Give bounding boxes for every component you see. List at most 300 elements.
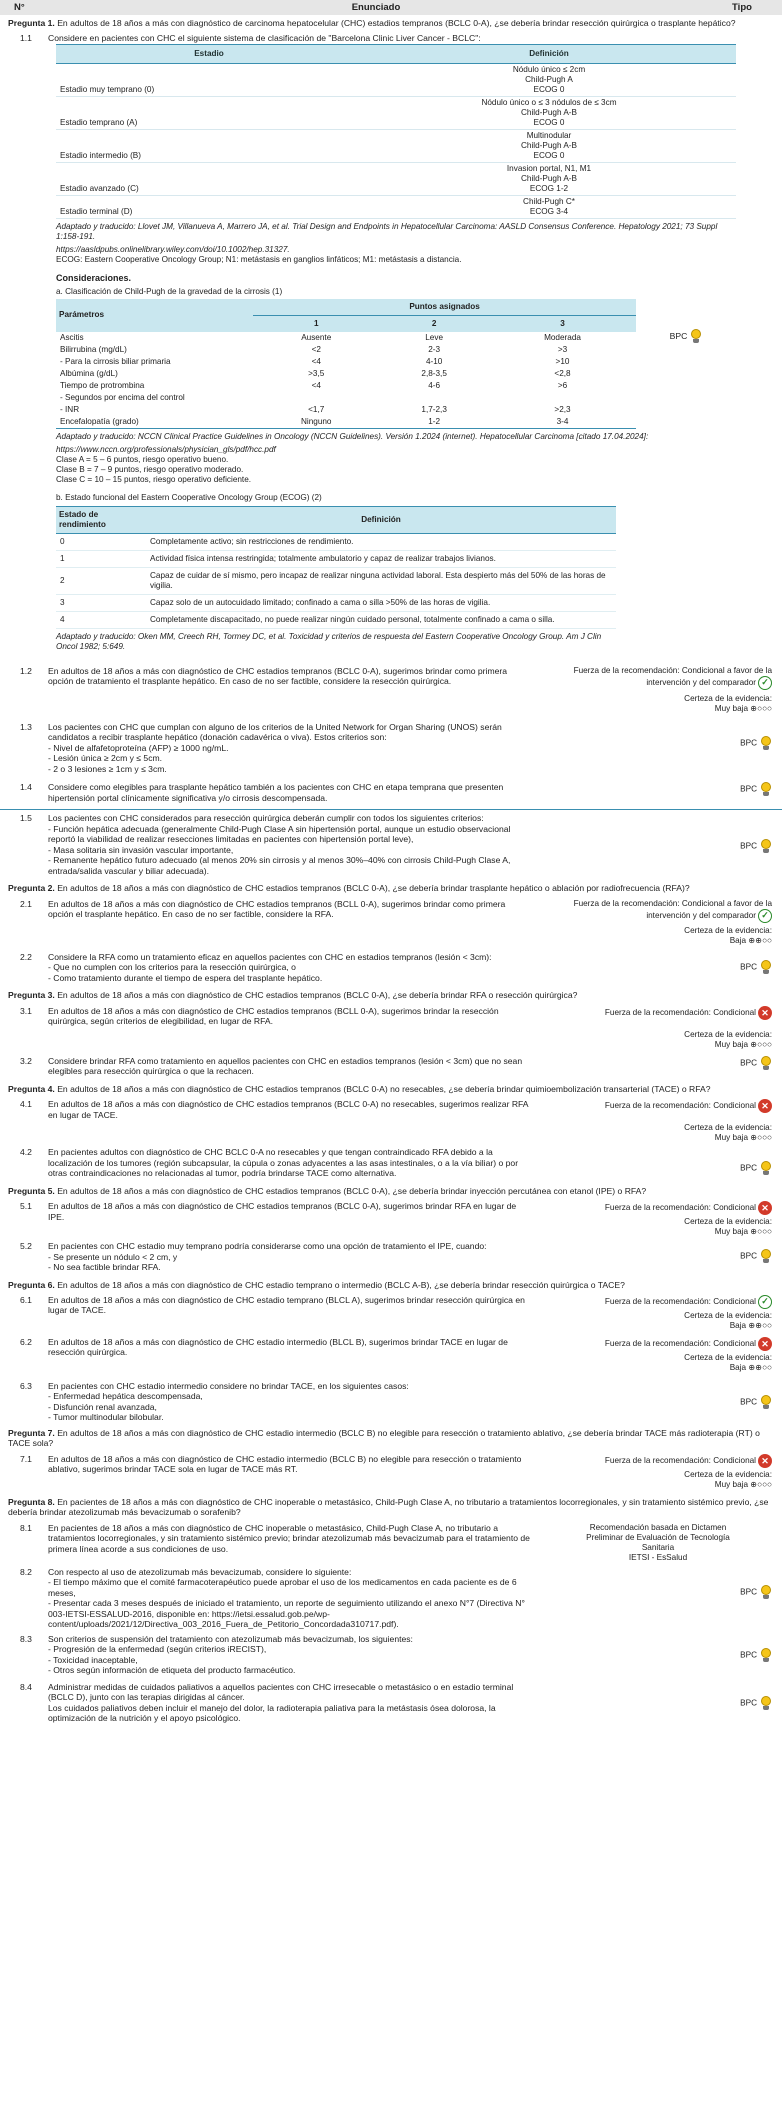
- bclc-def-line: Child-Pugh A-B: [521, 140, 577, 150]
- certainty-value: Muy baja ⊕○○○: [714, 1039, 772, 1049]
- cross-circle-icon: ✕: [758, 1006, 772, 1020]
- ecog-definition: Completamente discapacitado, no puede realizar ningún cuidado personal, totalmente confinado a cama o silla.: [146, 611, 616, 628]
- rec-item: - Otros según información de etiqueta del producto farmacéutico.: [48, 1665, 296, 1676]
- cp-param: Encefalopatía (grado): [60, 416, 139, 426]
- cross-circle-icon: ✕: [758, 1337, 772, 1351]
- bpc-label: BPC: [740, 738, 757, 748]
- question-label: Pregunta 4.: [8, 1083, 55, 1094]
- rec-number: 6.2: [20, 1336, 32, 1347]
- recommendation-1-1: [0, 33, 782, 43]
- cp-score: Moderada: [544, 332, 581, 342]
- cp-header-points: Puntos asignados: [253, 299, 636, 316]
- rec-type-line: IETSI - EsSalud: [628, 1552, 688, 1562]
- ecog-row: [56, 594, 616, 611]
- question-text: En adultos de 18 años a más con diagnóstico de CHC estadio intermedio (BCLC B) no elegible para resección o tratamiento ablativo, ¿se debería brindar TACE más radioterapia (RT) o TACE sola?: [8, 1427, 760, 1449]
- rec-type: [538, 813, 782, 876]
- rec-number: 1.3: [20, 721, 32, 732]
- rec-text: Considere brindar RFA como tratamiento en aquellos pacientes con CHC en estadios tempranos (lesión < 3cm) que no sean elegibles para resección quirúrgica o que la rechacen.: [48, 1055, 523, 1077]
- rec-number: 1.1: [20, 33, 32, 44]
- bclc-row: [56, 162, 736, 195]
- recommendation-8-3: [0, 1634, 782, 1676]
- bclc-def-line: Child-Pugh A-B: [521, 107, 577, 117]
- bclc-stage: Estadio temprano (A): [56, 96, 362, 129]
- rec-item: - Lesión única ≥ 2cm y ≤ 5cm.: [48, 753, 163, 764]
- cp-row: [56, 392, 636, 404]
- rec-type-line: Sanitaria: [641, 1542, 675, 1552]
- cp-header-2: 2: [379, 315, 489, 332]
- question-8: [0, 1494, 782, 1520]
- certainty-label: Certeza de la evidencia:: [684, 925, 772, 935]
- rec-item: - Presentar cada 3 meses después de iniciado el tratamiento, un reporte de seguimiento utilizando el anexo N°7 (Directiva N° 003-IETSI-ESSALUD-2016, disponible en: https://ietsi.essalud.gob.pe/wp-content/uploads/2021/12/Directiva_003_2016_Fuera_de_Petitorio_Concordada310717.pdf).: [48, 1598, 525, 1630]
- ecog-grade: 1: [56, 550, 146, 567]
- ecog-row: [56, 567, 616, 594]
- bclc-def-line: Invasion portal, N1, M1: [506, 163, 592, 173]
- question-5: [0, 1183, 782, 1198]
- rec-number: 7.1: [20, 1453, 32, 1464]
- rec-type: [538, 1241, 782, 1272]
- recommendation-1-4: [0, 782, 782, 803]
- rec-item: - Enfermedad hepática descompensada,: [48, 1391, 203, 1402]
- question-3: [0, 987, 782, 1002]
- ecog-header-def: Definición: [146, 506, 616, 533]
- cp-score: 4-10: [425, 356, 443, 366]
- rec-number: 3.2: [20, 1055, 32, 1066]
- rec-text: [48, 1682, 538, 1724]
- lightbulb-icon: [760, 1395, 772, 1410]
- check-circle-icon: ✓: [758, 676, 772, 690]
- bclc-definition: [362, 129, 736, 162]
- cp-score: <4: [311, 356, 321, 366]
- rec-strength: Fuerza de la recomendación: Condicional: [604, 1339, 756, 1349]
- certainty-label: Certeza de la evidencia:: [684, 1123, 772, 1133]
- rec-type: [538, 1634, 782, 1676]
- lightbulb-icon: [760, 736, 772, 751]
- cp-header-param: Parámetros: [56, 299, 253, 332]
- cp-source: Adaptado y traducido: NCCN Clinical Practice Guidelines in Oncology (NCCN Guidelines). Versión 1.2024 (internet). Hepatocellular Carcinoma [citado 17.04.2024]:: [56, 431, 649, 441]
- ecog-grade: 0: [56, 533, 146, 550]
- cp-param: Tiempo de protrombina: [60, 380, 145, 390]
- rec-item: - Disfunción renal avanzada,: [48, 1401, 157, 1412]
- question-text: En pacientes de 18 años a más con diagnóstico de CHC inoperable o metastásico, Child-Pugh Clase A, no tributario a tratamientos locorregionales, y sin tratamiento sistémico previo, ¿se debería brindar atezolizumab más bevacizumab o sorafenib?: [8, 1496, 769, 1518]
- cp-score: Ausente: [301, 332, 332, 342]
- bclc-table: [56, 44, 736, 219]
- rec-item: - El tiempo máximo que el comité farmacoterapéutico puede aprobar el uso de los medicamentos en cada paciente es de 6 meses,: [48, 1577, 517, 1598]
- certainty-label: Certeza de la evidencia:: [684, 693, 772, 703]
- rec-type: [538, 722, 782, 774]
- rec-type-line: Recomendación basada en Dictamen: [589, 1522, 727, 1532]
- rec-text: En adultos de 18 años a más con diagnóstico de CHC estadios tempranos (BCLL 0-A), sugerimos brindar como primera opción el trasplante hepático. En caso de no ser factible, considere la RFA.: [48, 898, 506, 920]
- rec-type: [538, 1147, 782, 1178]
- certainty-label: Certeza de la evidencia:: [684, 1469, 772, 1479]
- bpc-label: BPC: [740, 1698, 757, 1708]
- cp-score: <4: [311, 380, 321, 390]
- recommendation-1-2: [0, 666, 782, 714]
- bclc-stage: Estadio intermedio (B): [56, 129, 362, 162]
- recommendation-7-1: [0, 1454, 782, 1490]
- cp-score: Ninguno: [300, 416, 332, 426]
- table-header: [0, 0, 782, 15]
- bpc-label: BPC: [740, 1251, 757, 1261]
- cp-score: [379, 392, 489, 404]
- certainty-value: Baja ⊕⊕○○: [729, 1320, 772, 1330]
- rec-evidence: [538, 1337, 782, 1373]
- ecog-row: [56, 611, 616, 628]
- bclc-def-line: ECOG 0: [533, 150, 565, 160]
- recommendation-6-2: [0, 1337, 782, 1373]
- rec-evidence: [538, 899, 782, 946]
- lightbulb-icon: [760, 839, 772, 854]
- question-label: Pregunta 6.: [8, 1279, 55, 1290]
- recommendation-4-1: [0, 1099, 782, 1143]
- rec-text: En adultos de 18 años a más con diagnóstico de CHC estadio intermedio (BCLC B) no elegible para resección o tratamiento ablativo, sugerimos brindar TACE sola en lugar de TACE más RT.: [48, 1453, 522, 1475]
- question-2: [0, 880, 782, 895]
- rec-text: [48, 952, 538, 983]
- question-1: [0, 15, 782, 30]
- ecog-grade: 3: [56, 594, 146, 611]
- rec-number: 6.3: [20, 1380, 32, 1391]
- considerations-a: a. Clasificación de Child-Pugh de la gravedad de la cirrosis (1): [56, 286, 283, 296]
- cp-score: <1,7: [308, 404, 325, 414]
- question-label: Pregunta 3.: [8, 990, 55, 1001]
- ecog-header-state: Estado de rendimiento: [56, 506, 146, 533]
- rec-item: - Progresión de la enfermedad (según criterios iRECIST),: [48, 1644, 267, 1655]
- rec-text: En adultos de 18 años a más con diagnóstico de CHC estadios tempranos (BCLC 0-A) no resecables, sugerimos realizar RFA en lugar de TACE.: [48, 1099, 529, 1120]
- lightbulb-icon: [760, 782, 772, 797]
- rec-type: [538, 1056, 782, 1077]
- cp-param: - INR: [60, 404, 80, 414]
- certainty-label: Certeza de la evidencia:: [684, 1310, 772, 1320]
- certainty-value: Muy baja ⊕○○○: [714, 703, 772, 713]
- lightbulb-icon: [690, 329, 702, 344]
- bpc-label: BPC: [740, 1587, 757, 1597]
- rec-text: En adultos de 18 años a más con diagnóstico de CHC estadios tempranos (BCLC 0-A), sugerimos brindar RFA en lugar de IPE.: [48, 1201, 517, 1222]
- rec-text: [48, 813, 538, 876]
- child-pugh-row: [56, 299, 736, 428]
- bpc-label: BPC: [740, 842, 757, 851]
- bclc-row: [56, 195, 736, 218]
- bclc-stage: Estadio terminal (D): [56, 195, 362, 218]
- rec-number: 1.5: [20, 813, 32, 824]
- rec-number: 1.2: [20, 665, 32, 676]
- bclc-abbrev: ECOG: Eastern Cooperative Oncology Group; N1: metástasis en ganglios linfáticos; M1: metástasis a distancia.: [56, 254, 462, 264]
- rec-strength: Fuerza de la recomendación: Condicional a favor de la intervención y del comparador: [573, 898, 772, 920]
- col-num-header: N°: [14, 1, 25, 13]
- rec-evidence: [538, 1295, 782, 1331]
- rec-text: Considere en pacientes con CHC el siguiente sistema de clasificación de "Barcelona Clinic Liver Cancer - BCLC":: [48, 33, 481, 44]
- cp-class-c: Clase C = 10 – 15 puntos, riesgo operativo deficiente.: [56, 474, 252, 484]
- recommendation-3-2: [0, 1056, 782, 1077]
- cross-circle-icon: ✕: [758, 1454, 772, 1468]
- question-text: En adultos de 18 años a más con diagnóstico de carcinoma hepatocelular (CHC) estadios tempranos (BCLC 0-A), ¿se debería brindar resección quirúrgica o trasplante hepático?: [57, 18, 736, 28]
- cp-score: >6: [557, 380, 568, 390]
- rec-item: - Toxicidad inaceptable,: [48, 1654, 138, 1665]
- bclc-definition: [362, 195, 736, 218]
- question-text: En adultos de 18 años a más con diagnóstico de CHC estadios tempranos (BCLC 0-A), ¿se debería brindar trasplante hepático o ablación por radiofrecuencia (RFA)?: [57, 883, 690, 894]
- cp-row: [56, 380, 636, 392]
- recommendation-5-2: [0, 1241, 782, 1272]
- cp-row: [56, 404, 636, 416]
- bclc-stage: Estadio muy temprano (0): [56, 63, 362, 96]
- rec-strength: Fuerza de la recomendación: Condicional a favor de la intervención y del comparador: [573, 665, 772, 688]
- bclc-def-line: Nódulo único ≤ 2cm: [512, 64, 586, 74]
- rec-evidence: [538, 666, 782, 714]
- rec-intro: En pacientes con CHC estadio intermedio considere no brindar TACE, en los siguientes casos:: [48, 1380, 409, 1391]
- rec-text: [48, 1381, 538, 1423]
- cp-param: Albúmina (g/dL): [60, 368, 118, 378]
- question-4: [0, 1081, 782, 1096]
- certainty-value: Muy baja ⊕○○○: [714, 1479, 772, 1489]
- rec-type: [538, 1682, 782, 1724]
- check-circle-icon: ✓: [758, 909, 772, 923]
- rec-item: - Que no cumplen con los criterios para la resección quirúrgica, o: [48, 962, 296, 973]
- cp-row: [56, 356, 636, 368]
- certainty-value: Muy baja ⊕○○○: [714, 1133, 772, 1143]
- bpc-label: BPC: [740, 962, 757, 972]
- rec-strength: Fuerza de la recomendación: Condicional: [604, 1297, 756, 1307]
- lightbulb-icon: [760, 1161, 772, 1176]
- lightbulb-icon: [760, 1249, 772, 1264]
- rec-text: En pacientes adultos con diagnóstico de CHC BCLC 0-A no resecables y que tengan contraindicado RFA debido a la localización de los tumores (región subcapsular, la cúpula o zonas adyacentes a las asas intestinales, o a la vía biliar) o por otras contraindicaciones no relacionadas al tumor, podría brindarse TACE como alternativa.: [48, 1147, 519, 1179]
- recommendation-2-2: [0, 952, 782, 983]
- question-label: Pregunta 5.: [8, 1185, 55, 1196]
- cp-score: 1,7-2,3: [421, 404, 447, 414]
- bclc-def-line: Child-Pugh A-B: [521, 173, 577, 183]
- child-pugh-table: [56, 299, 636, 428]
- rec-text: [48, 722, 538, 774]
- lightbulb-icon: [760, 1648, 772, 1663]
- bclc-stage: Estadio avanzado (C): [56, 162, 362, 195]
- rec-number: 6.1: [20, 1294, 32, 1305]
- rec-number: 4.1: [20, 1099, 32, 1110]
- ecog-grade: 2: [56, 567, 146, 594]
- bclc-definition: [362, 63, 736, 96]
- rec-type: [538, 1567, 782, 1630]
- rec-strength: Fuerza de la recomendación: Condicional: [604, 1456, 756, 1466]
- bclc-row: [56, 96, 736, 129]
- cp-param: Ascitis: [60, 332, 84, 342]
- rec-number: 4.2: [20, 1147, 32, 1158]
- cp-row: [56, 332, 636, 344]
- cp-header-1: 1: [253, 315, 379, 332]
- cp-score: 1-2: [428, 416, 441, 426]
- cp-row: [56, 344, 636, 356]
- rec-evidence: [538, 1201, 782, 1237]
- rec-intro: Son criterios de suspensión del tratamiento con atezolizumab más bevacizumab, los siguientes:: [48, 1633, 413, 1644]
- bpc-label: BPC: [740, 785, 757, 795]
- bclc-def-line: Child-Pugh C*: [523, 196, 575, 206]
- rec-number: 8.3: [20, 1633, 32, 1644]
- rec-number: 8.4: [20, 1681, 32, 1692]
- bclc-definition: [362, 162, 736, 195]
- question-label: Pregunta 8.: [8, 1496, 55, 1507]
- recommendation-1-5: [0, 813, 782, 876]
- certainty-value: Baja ⊕⊕○○: [729, 935, 772, 945]
- rec-text: [48, 1634, 538, 1676]
- rec-paragraph: Administrar medidas de cuidados paliativos a aquellos pacientes con CHC irresecable o metastásico o en estadio terminal (BCLC D), junto con las terapias dirigidas al cáncer.: [48, 1681, 514, 1703]
- cp-score: >3,5: [308, 368, 325, 378]
- bclc-def-line: ECOG 0: [533, 84, 565, 94]
- rec-type-line: Preliminar de Evaluación de Tecnología: [586, 1532, 730, 1542]
- rec-item: - Función hepática adecuada (generalmente Child-Pugh Clase A sin hipertensión portal, aunque un estudio observacional reportó la viabilidad de realizar resecciones limitadas en pacientes con hipertensión portal leve),: [48, 823, 511, 845]
- rec-item: - 2 o 3 lesiones ≥ 1cm y ≤ 3cm.: [48, 763, 167, 774]
- col-tipo-header: Tipo: [732, 1, 752, 13]
- rec-number: 8.2: [20, 1566, 32, 1577]
- ecog-source: Adaptado y traducido: Oken MM, Creech RH, Tormey DC, et al. Toxicidad y criterios de respuesta del Eastern Cooperative Oncology Group. Am J Clin Oncol 1982; 5:649.: [56, 631, 602, 651]
- ecog-definition: Actividad física intensa restringida; totalmente ambulatorio y capaz de realizar trabajos livianos.: [146, 550, 616, 567]
- considerations-b: b. Estado funcional del Eastern Cooperative Oncology Group (ECOG) (2): [56, 492, 322, 502]
- rec-evidence: [538, 1454, 782, 1490]
- rec-item: - Masa solitaria sin invasión vascular importante,: [48, 844, 234, 855]
- rec-item: - Tumor multinodular bilobular.: [48, 1412, 164, 1423]
- bclc-def-line: ECOG 0: [533, 117, 565, 127]
- rec-text: En adultos de 18 años a más con diagnóstico de CHC estadios tempranos (BCLL 0-A), sugerimos brindar la resección quirúrgica, según criterios de elegibilidad, en lugar de RFA.: [48, 1005, 499, 1027]
- rec-intro: Los pacientes con CHC considerados para resección quirúrgica deberán cumplir con todos los siguientes criterios:: [48, 813, 484, 824]
- question-text: En adultos de 18 años a más con diagnóstico de CHC estadio temprano o intermedio (BCLC A-B), ¿se debería brindar resección quirúrgica o TACE?: [57, 1279, 625, 1290]
- rec-type: [538, 952, 782, 983]
- rec-text: Considere como elegibles para trasplante hepático también a los pacientes con CHC en etapa temprana que presenten hipertensión portal clínicamente significativa y/o cirrosis descompensada.: [48, 782, 504, 803]
- rec-strength: Fuerza de la recomendación: Condicional: [604, 1007, 756, 1017]
- rec-text: [48, 1567, 538, 1630]
- rec-number: 1.4: [20, 782, 32, 793]
- question-label: Pregunta 2.: [8, 883, 55, 894]
- lightbulb-icon: [760, 1696, 772, 1711]
- cp-param: - Segundos por encima del control: [60, 392, 185, 402]
- ecog-table: [56, 506, 616, 629]
- cp-class-a: Clase A = 5 – 6 puntos, riesgo operativo bueno.: [56, 454, 229, 464]
- lightbulb-icon: [760, 1056, 772, 1071]
- bclc-def-line: Child-Pugh A: [525, 74, 573, 84]
- bpc-label: BPC: [740, 1058, 757, 1068]
- bpc-tag: [636, 299, 736, 344]
- rec-type: [538, 1523, 782, 1563]
- rec-item: - Se presente un nódulo < 2 cm, y: [48, 1251, 178, 1262]
- rec-type: [538, 782, 782, 803]
- bpc-label: BPC: [740, 1650, 757, 1660]
- ecog-grade: 4: [56, 611, 146, 628]
- rec-evidence: [538, 1006, 782, 1050]
- cp-score: >3: [557, 344, 568, 354]
- ecog-definition: Capaz solo de un autocuidado limitado; confinado a cama o silla >50% de las horas de vigilia.: [146, 594, 616, 611]
- rec-item: - Como tratamiento durante el tiempo de espera del trasplante hepático.: [48, 972, 323, 983]
- cp-param: Bilirrubina (mg/dL): [60, 344, 127, 354]
- bclc-row: [56, 63, 736, 96]
- certainty-label: Certeza de la evidencia:: [684, 1352, 772, 1362]
- rec-intro: Los pacientes con CHC que cumplan con alguno de los criterios de la United Network for Organ Sharing (UNOS) serán candidatos a recibir trasplante hepático (donación cadavérica o viva). Estos criterios son:: [48, 721, 502, 743]
- considerations-title: Consideraciones.: [56, 272, 132, 283]
- cp-score: 3-4: [556, 416, 569, 426]
- rec-strength: Fuerza de la recomendación: Condicional: [604, 1101, 756, 1111]
- rec-item: - No sea factible brindar RFA.: [48, 1262, 161, 1273]
- cp-score: 2-3: [428, 344, 441, 354]
- ecog-definition: Completamente activo; sin restricciones de rendimiento.: [146, 533, 616, 550]
- cp-score: [253, 392, 379, 404]
- cp-header-3: 3: [489, 315, 636, 332]
- bclc-source-url: https://aasldpubs.onlinelibrary.wiley.com/doi/10.1002/hep.31327.: [56, 244, 290, 254]
- rec-text: [48, 1241, 538, 1272]
- cp-score: <2,8: [554, 368, 571, 378]
- bpc-label: BPC: [740, 1163, 757, 1173]
- cp-score: >2,3: [554, 404, 571, 414]
- rec-text: En adultos de 18 años a más con diagnóstico de CHC estadio intermedio (BLCL B), sugerimos brindar TACE en lugar de resección quirúrgica.: [48, 1336, 508, 1358]
- rec-paragraph: Los cuidados paliativos deben incluir el manejo del dolor, la radioterapia paliativa para la metástasis ósea dolorosa, la optimización de la nutrición y el apoyo psicológico.: [48, 1702, 496, 1724]
- rec-intro: En pacientes con CHC estadio muy temprano podría considerarse como una opción de tratamiento el IPE, cuando:: [48, 1241, 487, 1252]
- bclc-header-stage: Estadio: [56, 44, 362, 63]
- recommendation-8-2: [0, 1567, 782, 1630]
- rec-number: 5.2: [20, 1241, 32, 1252]
- rec-text: En pacientes de 18 años a más con diagnóstico de CHC inoperable o metastásico, Child-Pugh Clase A, no tributario a tratamientos locorregionales, y sin tratamiento sistémico previo; brindar atezolizumab más bevacizumab para el tratamiento de primera línea acorde a sus condiciones de uso.: [48, 1522, 530, 1554]
- certainty-label: Certeza de la evidencia:: [684, 1217, 772, 1227]
- rec-intro: Considere la RFA como un tratamiento eficaz en aquellos pacientes con CHC en estadios tempranos (lesión < 3cm):: [48, 951, 492, 962]
- cp-score: 2,8-3,5: [421, 368, 447, 378]
- recommendation-6-1: [0, 1295, 782, 1331]
- ecog-row: [56, 550, 616, 567]
- cp-source-url: https://www.nccn.org/professionals/physician_gls/pdf/hcc.pdf: [56, 444, 276, 454]
- bclc-source: Adaptado y traducido: Llovet JM, Villanueva A, Marrero JA, et al. Trial Design and Endpoints in Hepatocellular Carcinoma: AASLD Consensus Conference. Hepatology 2021; 73 Suppl 1:158-191.: [56, 221, 718, 241]
- recommendation-3-1: [0, 1006, 782, 1050]
- cp-score: 4-6: [428, 380, 441, 390]
- bpc-label: BPC: [669, 330, 688, 341]
- recommendation-8-1: [0, 1523, 782, 1563]
- ecog-row: [56, 533, 616, 550]
- rec-number: 5.1: [20, 1201, 32, 1212]
- check-circle-icon: ✓: [758, 1295, 772, 1309]
- cp-param: - Para la cirrosis biliar primaria: [60, 356, 171, 366]
- rec-number: 3.1: [20, 1005, 32, 1016]
- question-text: En adultos de 18 años a más con diagnóstico de CHC estadios tempranos (BCLC 0-A) no resecables, ¿se debería brindar quimioembolización transarterial (TACE) o RFA?: [57, 1083, 711, 1094]
- question-7: [0, 1425, 782, 1451]
- certainty-label: Certeza de la evidencia:: [684, 1029, 772, 1039]
- rec-number: 2.2: [20, 951, 32, 962]
- rec-number: 8.1: [20, 1522, 32, 1533]
- rec-text: En adultos de 18 años a más con diagnóstico de CHC estadios tempranos (BCLC 0-A), sugerimos brindar como primera opción de tratamiento el trasplante hepático. En caso de no ser factible, considere la resección quirúrgica.: [48, 665, 508, 687]
- cp-score: Leve: [425, 332, 444, 342]
- cp-row: [56, 368, 636, 380]
- cp-class-b: Clase B = 7 – 9 puntos, riesgo operativo moderado.: [56, 464, 244, 474]
- bclc-def-line: Nódulo único o ≤ 3 nódulos de ≤ 3cm: [481, 97, 617, 107]
- bclc-definition: [362, 96, 736, 129]
- cross-circle-icon: ✕: [758, 1201, 772, 1215]
- certainty-value: Muy baja ⊕○○○: [714, 1227, 772, 1237]
- question-6: [0, 1277, 782, 1292]
- question-label: Pregunta 7.: [8, 1427, 55, 1438]
- question-text: En adultos de 18 años a más con diagnóstico de CHC estadios tempranos (BCLC 0-A), ¿se debería brindar inyección percutánea con etanol (IPE) o RFA?: [57, 1185, 647, 1196]
- rec-item: - Remanente hepático futuro adecuado (al menos 20% sin cirrosis y al menos 30%–40% con cirrosis Child-Pugh Clase A, entrada/salida vascular y biliar adecuada).: [48, 855, 511, 876]
- bclc-def-line: ECOG 1-2: [529, 183, 569, 193]
- rec-text: En adultos de 18 años a más con diagnóstico de CHC estadio temprano (BLCL A), sugerimos brindar resección quirúrgica en lugar de TACE.: [48, 1294, 525, 1316]
- recommendation-8-4: [0, 1682, 782, 1724]
- certainty-value: Baja ⊕⊕○○: [729, 1362, 772, 1372]
- bclc-def-line: Multinodular: [526, 130, 572, 140]
- ecog-definition: Capaz de cuidar de sí mismo, pero incapaz de realizar ninguna actividad laboral. Esta despierto más del 50% de las horas de vigilia.: [146, 567, 616, 594]
- col-enunciado-header: Enunciado: [351, 1, 401, 13]
- rec-number: 2.1: [20, 898, 32, 909]
- lightbulb-icon: [760, 1585, 772, 1600]
- bclc-row: [56, 129, 736, 162]
- rec-strength: Fuerza de la recomendación: Condicional: [604, 1203, 756, 1213]
- bclc-header-def: Definición: [362, 44, 736, 63]
- cp-score: >10: [555, 356, 570, 366]
- recommendation-5-1: [0, 1201, 782, 1237]
- cp-score: <2: [311, 344, 321, 354]
- bclc-def-line: ECOG 3-4: [529, 206, 569, 216]
- cross-circle-icon: ✕: [758, 1099, 772, 1113]
- recommendation-4-2: [0, 1147, 782, 1178]
- rec-evidence: [538, 1099, 782, 1143]
- bclc-table-block: [56, 44, 736, 652]
- question-label: Pregunta 1.: [8, 18, 55, 28]
- rec-type: [538, 1381, 782, 1423]
- rec-item: - Nivel de alfafetoproteína (AFP) ≥ 1000 ng/mL.: [48, 742, 229, 753]
